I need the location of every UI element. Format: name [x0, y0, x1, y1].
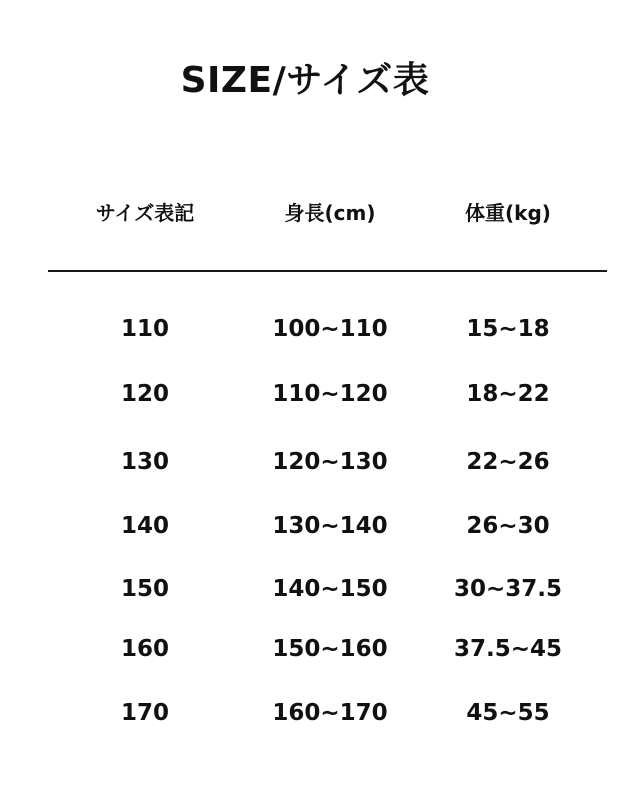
table-row — [0, 513, 633, 545]
header-divider — [48, 270, 607, 272]
header-size: サイズ表記 — [95, 201, 195, 225]
table-row — [0, 316, 633, 348]
header-weight: 体重(kg) — [465, 201, 551, 225]
table-row — [0, 381, 633, 413]
weight-cell: 30~37.5 — [453, 576, 563, 602]
weight-cell: 18~22 — [466, 381, 550, 407]
height-cell: 110~120 — [272, 381, 388, 407]
table-row — [0, 449, 633, 481]
height-cell: 100~110 — [272, 316, 388, 342]
weight-cell: 22~26 — [466, 449, 550, 475]
size-cell: 120 — [120, 381, 170, 407]
header-height: 身長(cm) — [284, 201, 376, 225]
weight-cell: 45~55 — [466, 700, 550, 726]
size-cell: 170 — [120, 700, 170, 726]
height-cell: 150~160 — [272, 636, 388, 662]
table-row — [0, 700, 633, 732]
height-cell: 140~150 — [272, 576, 388, 602]
weight-cell: 15~18 — [466, 316, 550, 342]
weight-cell: 37.5~45 — [453, 636, 563, 662]
height-cell: 160~170 — [272, 700, 388, 726]
height-cell: 130~140 — [272, 513, 388, 539]
table-row — [0, 576, 633, 608]
table-row — [0, 636, 633, 668]
size-cell: 130 — [120, 449, 170, 475]
size-cell: 150 — [120, 576, 170, 602]
weight-cell: 26~30 — [466, 513, 550, 539]
size-cell: 160 — [120, 636, 170, 662]
page-title: SIZE/サイズ表 — [180, 60, 430, 101]
size-cell: 110 — [120, 316, 170, 342]
size-cell: 140 — [120, 513, 170, 539]
height-cell: 120~130 — [272, 449, 388, 475]
